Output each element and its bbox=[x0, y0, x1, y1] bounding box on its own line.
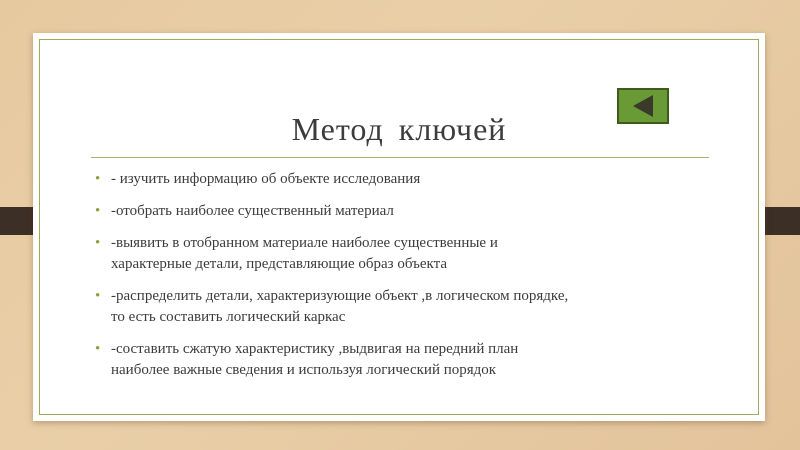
bullet-text-line: то есть составить логический каркас bbox=[111, 309, 346, 325]
bullet-text-line: -распределить детали, характеризующие объект ,в логическом порядке, bbox=[111, 288, 569, 304]
back-button[interactable] bbox=[617, 88, 669, 124]
list-item bbox=[95, 233, 709, 275]
slide-title: Метод ключей bbox=[291, 111, 507, 147]
slide-card bbox=[33, 33, 765, 421]
bullet-icon: • bbox=[95, 203, 101, 219]
bullet-icon: • bbox=[95, 171, 101, 187]
list-item bbox=[95, 286, 709, 328]
list-item bbox=[95, 201, 709, 222]
bullet-text-line: наиболее важные сведения и используя логический порядок bbox=[111, 362, 497, 378]
bullet-icon: • bbox=[95, 288, 101, 304]
bullet-text-line: -отобрать наиболее существенный материал bbox=[111, 203, 394, 219]
bullet-text-line: -выявить в отобранном материале наиболее существенные и bbox=[111, 235, 498, 251]
bullet-text-line: -составить сжатую характеристику ,выдвигая на передний план bbox=[111, 341, 519, 357]
list-item bbox=[95, 169, 709, 190]
bullet-text-line: характерные детали, представляющие образ объекта bbox=[111, 256, 448, 272]
list-item bbox=[95, 339, 709, 381]
bullet-icon: • bbox=[95, 341, 101, 357]
bullet-text-line: - изучить информацию об объекте исследования bbox=[111, 171, 421, 187]
title-divider bbox=[91, 157, 709, 158]
bullet-list bbox=[95, 169, 709, 392]
bullet-icon: • bbox=[95, 235, 101, 251]
triangle-left-icon bbox=[619, 90, 667, 122]
